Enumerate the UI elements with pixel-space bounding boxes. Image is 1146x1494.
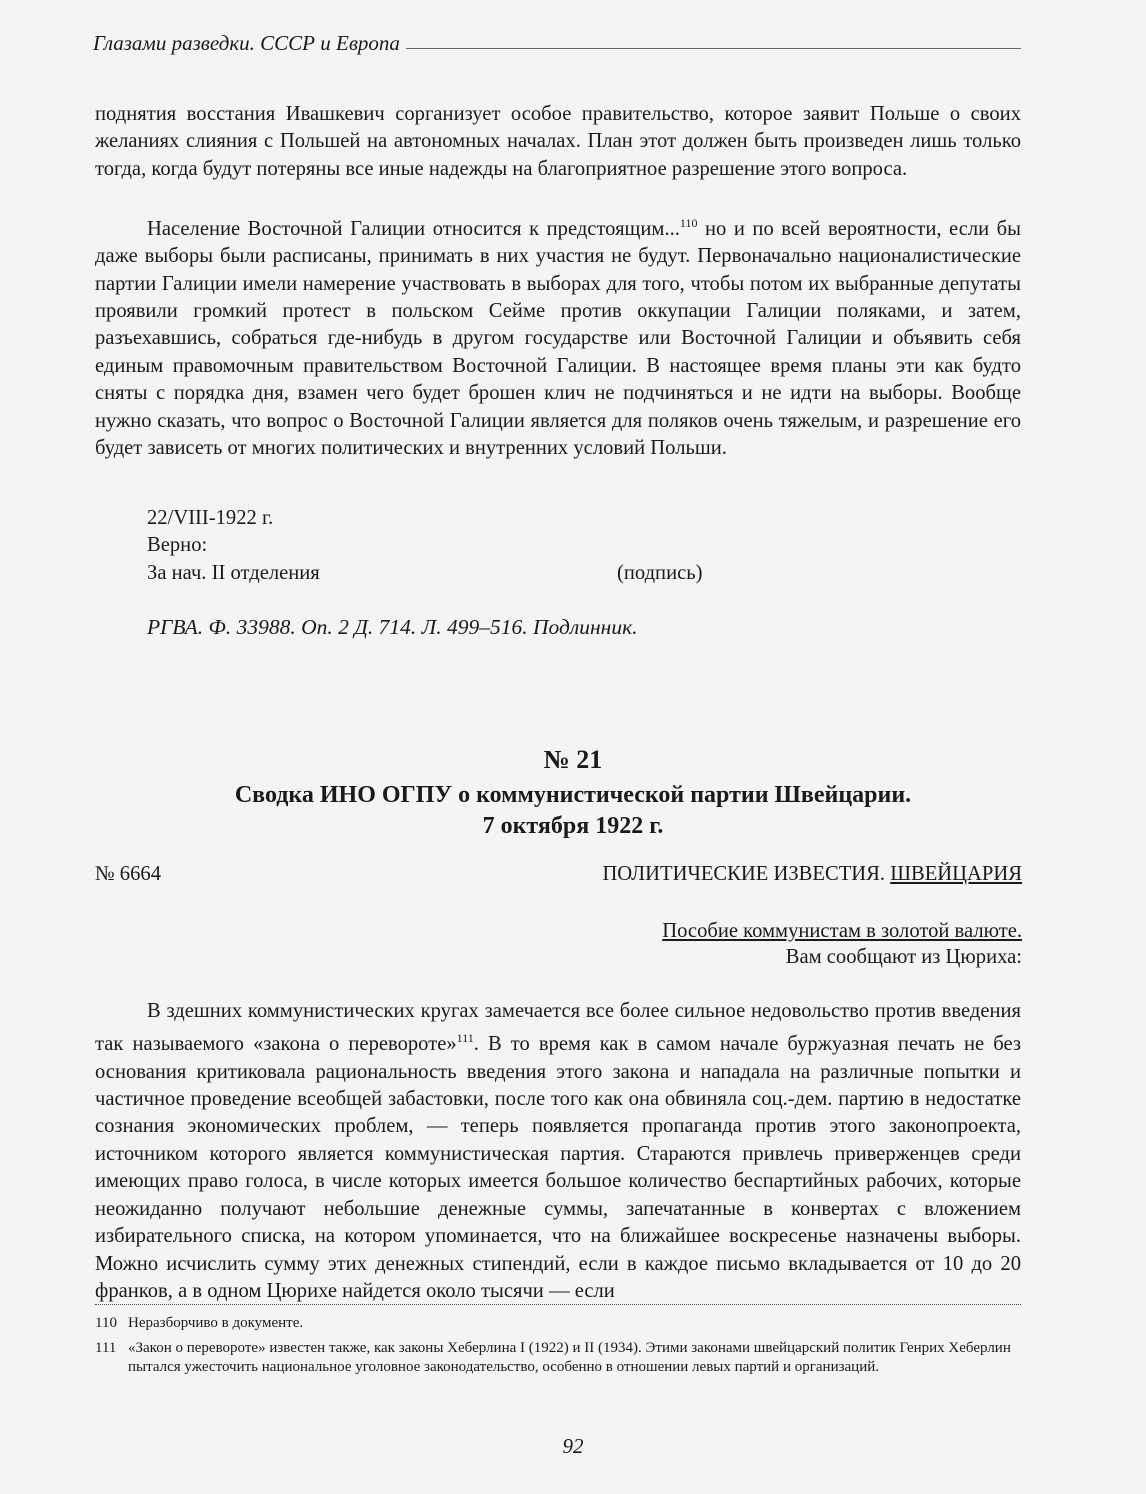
footnote-number: 111 <box>95 1340 117 1356</box>
verno-label: Верно: <box>147 534 208 556</box>
document-date: 22/VIII-1922 г. <box>147 507 274 529</box>
footnote-ref-110: 110 <box>679 216 698 230</box>
document-title <box>0 780 1146 842</box>
paragraph-2-start: Население Восточной Галиции относится к предстоящим... <box>147 217 680 240</box>
header-rule <box>406 48 1021 49</box>
footnote-110 <box>95 1314 1021 1333</box>
signature-note: (подпись) <box>617 562 703 584</box>
paragraph-1: поднятия восстания Ивашкевич сорганизует особое правительство, которое заявит Польше о своих желаниях слияния с Польшей на автономных началах. План этот должен быть произведен лишь только тогда, когда будут потеряны все иные надежды на благоприятное разрешение этого вопроса. <box>95 103 1021 180</box>
archive-source: РГВА. Ф. 33988. Оп. 2 Д. 714. Л. 499–516. Подлинник. <box>147 615 638 639</box>
document-number: № 21 <box>543 745 603 774</box>
page-number: 92 <box>562 1434 584 1458</box>
footnote-ref-111: 111 <box>456 1031 474 1046</box>
paragraph-3-rest: . В то время как в самом начале буржуазная печать не без основания критиковала рациональность введения этого закона и нападала на различные попытки и частичное проведение всеобщей забастовки, после того как она обвиняла соц.-дем. партию в недостатке сознания экономических проблем, — теперь появляется пропаганда против этого законопроекта, источником которого является коммунистическая партия. Стараются привлечь приверженцев среди имеющих право голоса, в числе которых имеется большое количество беспартийных рабочих, которые неожиданно получают небольшие денежные суммы, запечатанные в конвертах с вложением избирательного списка, на котором упоминается, что на ближайшее воскресенье назначены выборы. Можно исчислить сумму этих денежных стипендий, если в каждое письмо вкладывается от 10 до 20 франков, а в одном Цюрихе найдется около тысячи — если <box>95 1033 1021 1302</box>
footnote-text: «Закон о перевороте» известен также, как законы Хеберлина I (1922) и II (1934). Этими законами швейцарский политик Генрих Хеберлин пытался ужесточить национальное уголовное законодательство, особенно в отношении левых партий и организаций. <box>128 1340 1011 1375</box>
section-heading <box>602 863 1022 886</box>
paragraph-3 <box>95 998 1021 1305</box>
paragraph-2-rest: но и по всей вероятности, если бы даже выборы были расписаны, принимать в них участия не будут. Первоначально националистические партии Галиции имели намерение участвовать в выборах для того, чтобы потом их выбранные депутаты проявили громкий протест в польском Сейме против оккупации Галиции поляками, и затем, разъехавшись, собраться где-нибудь в другом государстве или Восточной Галиции и объявить себя единым правомочным правительством Восточной Галиции. В настоящее время планы эти как будто сняты с порядка дня, взамен чего будет брошен клич не подчиняться и не идти на выборы. Вообще нужно сказать, что вопрос о Восточной Галиции является для поляков очень тяжелым, и разрешение его будет зависеть от многих политических и внутренних условий Польши. <box>95 217 1021 460</box>
footnote-111 <box>95 1339 1021 1377</box>
document-title-line-1: Сводка ИНО ОГПУ о коммунистической партии Швейцарии. <box>234 782 912 808</box>
subheading: Пособие коммунистам в золотой валюте. <box>662 920 1022 942</box>
document-date-line: 7 октября 1922 г. <box>482 813 664 839</box>
section-heading-country: ШВЕЙЦАРИЯ <box>890 863 1022 885</box>
section-heading-prefix: ПОЛИТИЧЕСКИЕ ИЗВЕСТИЯ. <box>602 863 886 885</box>
registration-number: № 6664 <box>95 863 161 885</box>
running-title: Глазами разведки. СССР и Европа <box>93 30 400 55</box>
footnote-rule <box>95 1304 1021 1305</box>
paragraph-2 <box>95 210 1021 463</box>
paragraph-3-start: В здешних коммунистических кругах замечается все более сильное недовольство против введения так называемого «закона о перевороте» <box>95 1000 1021 1056</box>
source-line: Вам сообщают из Цюриха: <box>785 946 1022 968</box>
running-head <box>93 28 1021 58</box>
signer-title: За нач. II отделения <box>147 562 320 584</box>
footnote-number: 110 <box>95 1315 117 1331</box>
footnote-text: Неразборчиво в документе. <box>128 1315 304 1331</box>
